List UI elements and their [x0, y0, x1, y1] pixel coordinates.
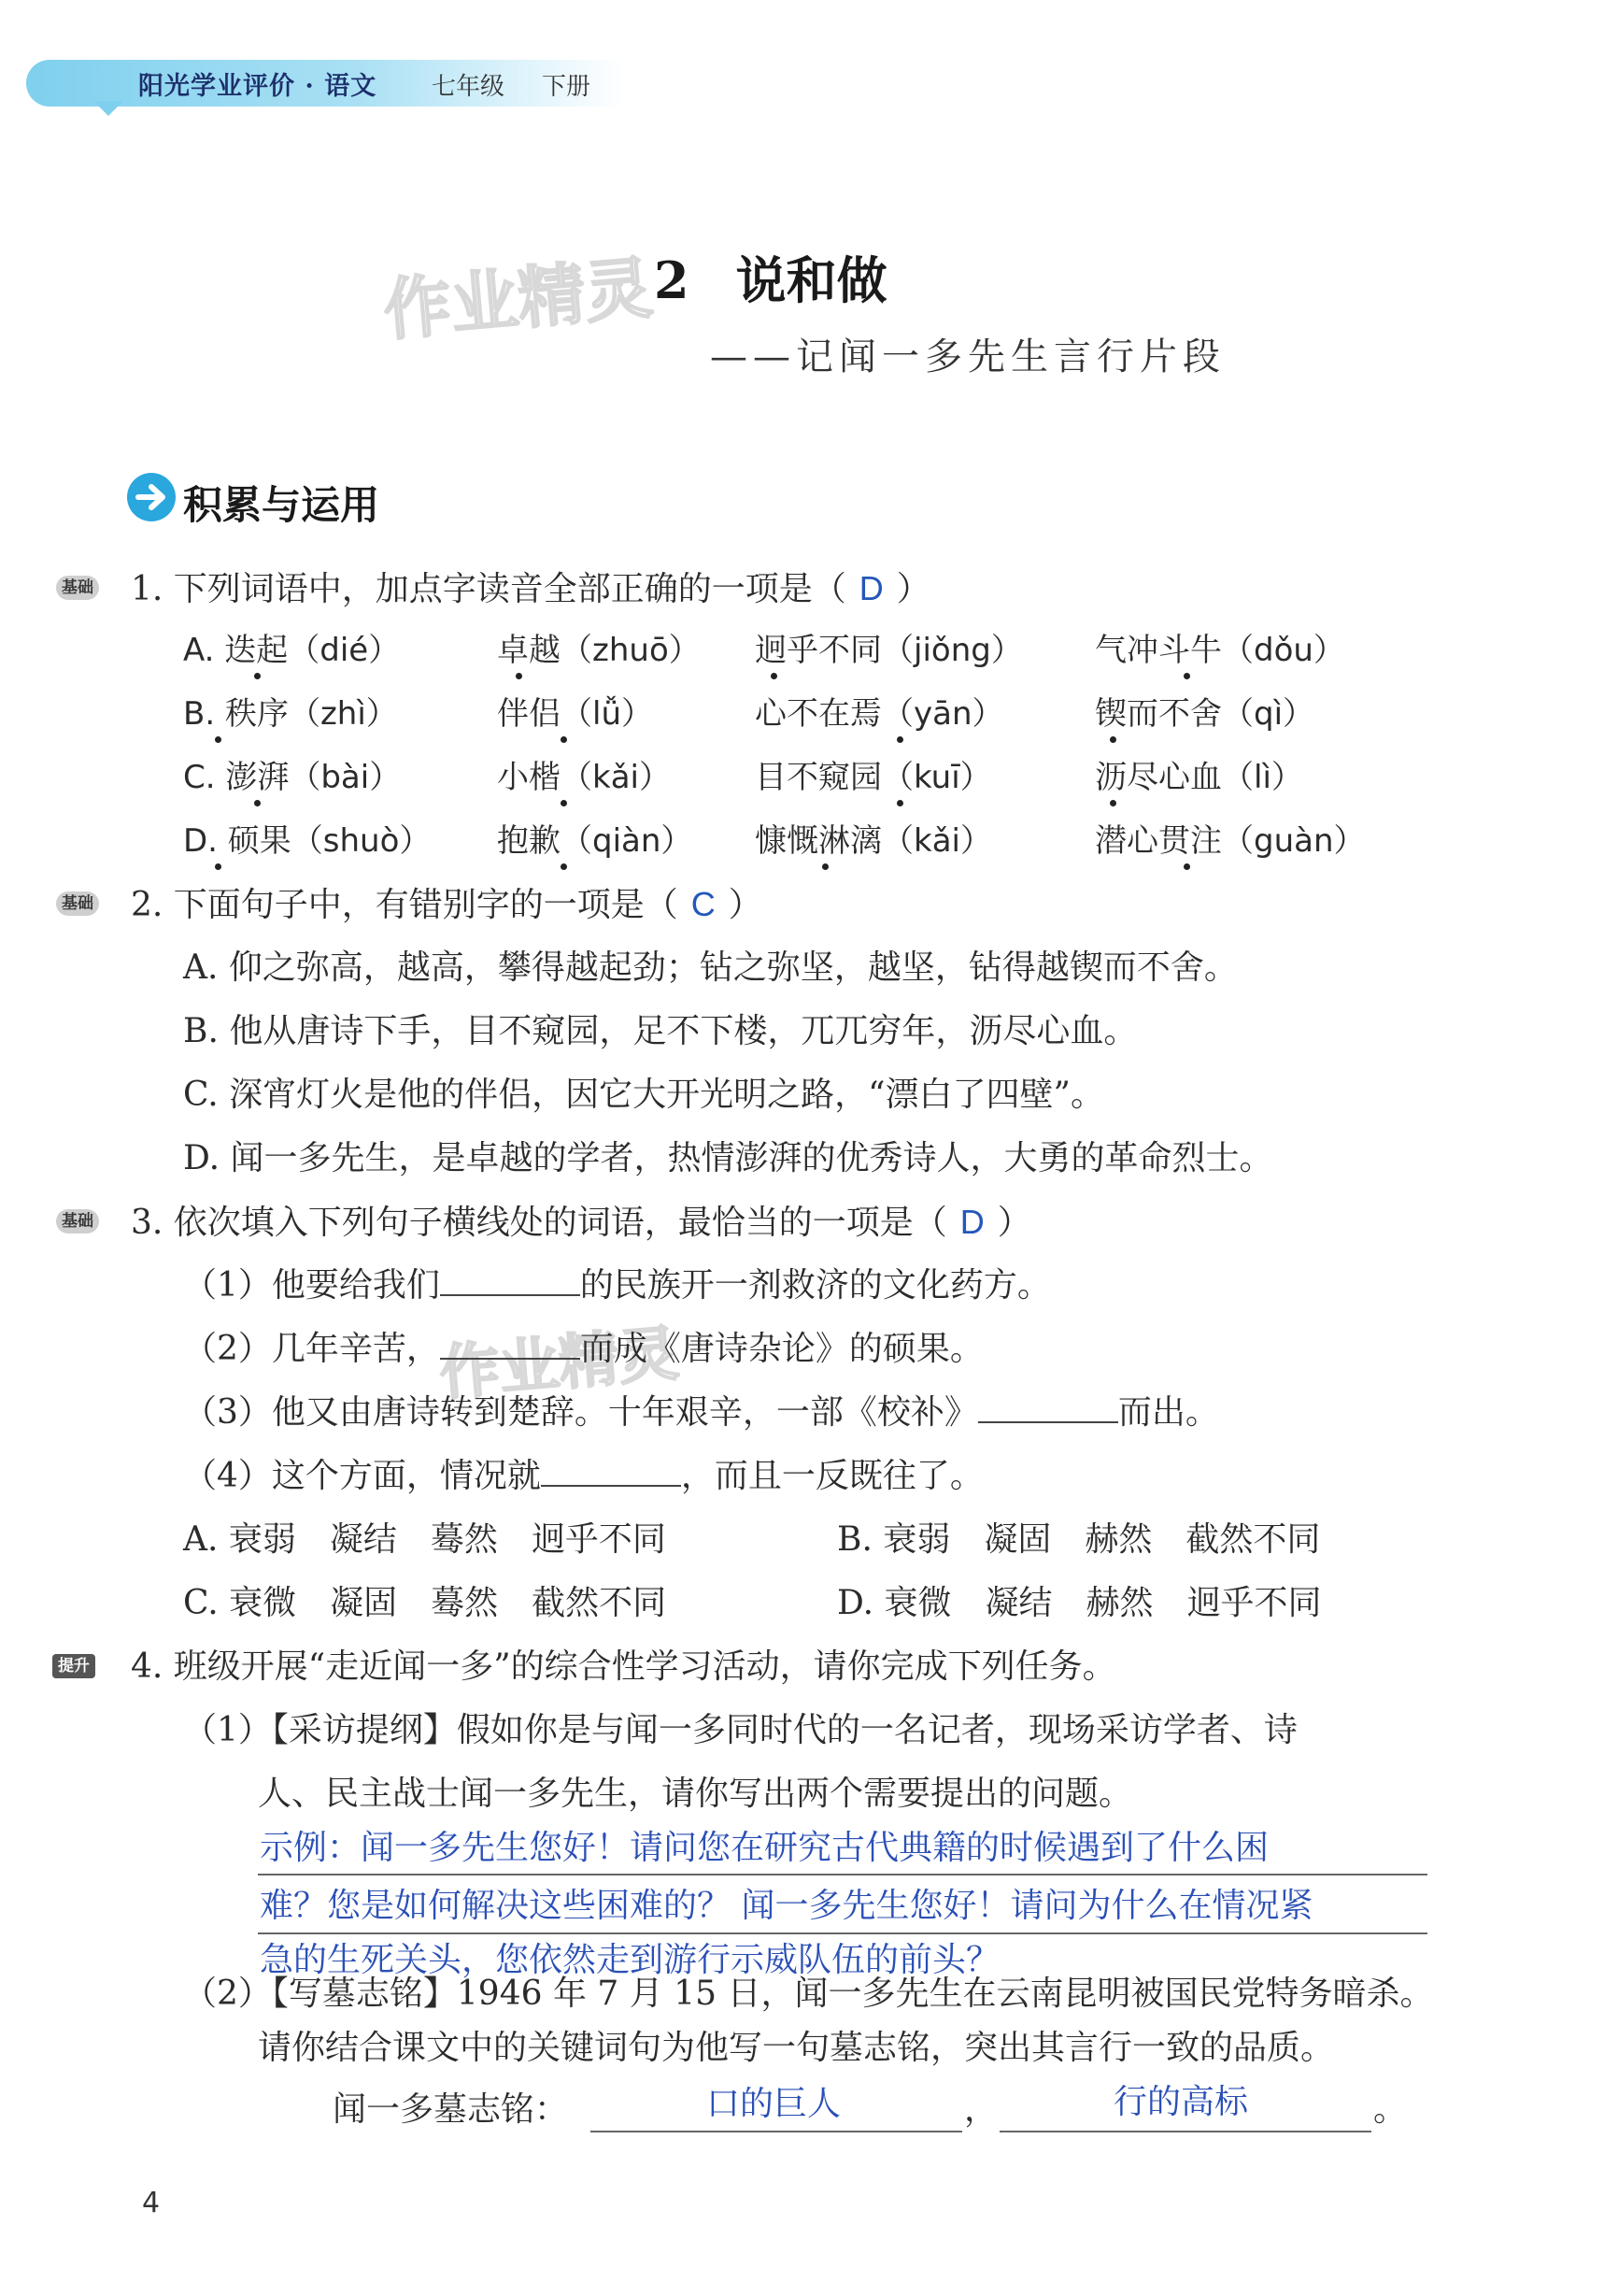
emphasis-dot	[1110, 800, 1116, 806]
epitaph-answer-1: 口的巨人	[706, 2085, 842, 2123]
emphasis-dot	[1110, 736, 1116, 743]
q1-row-b1: B. 秩序（zhì）	[183, 695, 398, 733]
emphasis-dot	[897, 800, 903, 806]
answer-rule	[258, 1932, 1427, 1934]
q1-row-d4: 潜心贯注（guàn）	[1095, 822, 1366, 860]
q3-option-a: A. 衰弱 凝结 蓦然 迥乎不同	[183, 1520, 666, 1559]
header-banner-notch	[93, 101, 123, 116]
tag-basic: 基础	[56, 1209, 99, 1234]
emphasis-dot	[254, 800, 261, 806]
q1-row-a1: A. 迭起（dié）	[183, 632, 401, 669]
q1-row-a3: 迥乎不同（jiǒng）	[755, 632, 1023, 669]
q2-option-a: A. 仰之弥高，越高，攀得越起劲；钻之弥坚，越坚，钻得越锲而不舍。	[183, 948, 1238, 987]
epitaph-comma: ，	[964, 2090, 999, 2129]
grade-label: 七年级	[432, 73, 505, 101]
q1-row-c3: 目不窥园（kuī）	[755, 759, 992, 796]
q2-option-d: D. 闻一多先生，是卓越的学者，热情澎湃的优秀诗人，大勇的革命烈士。	[183, 1139, 1273, 1177]
emphasis-dot	[771, 673, 777, 679]
q1-row-a2: 卓越（zhuō）	[497, 632, 701, 669]
q1-row-b2: 伴侣（lǚ）	[497, 695, 653, 733]
q3-sentence-3: （3）他又由唐诗转到楚辞。十年艰辛，一部《校补》 而出。	[183, 1393, 1219, 1432]
emphasis-dot	[1184, 673, 1190, 679]
emphasis-dot	[254, 673, 261, 679]
q1-row-a4: 气冲斗牛（dǒu）	[1095, 632, 1345, 669]
epitaph-label: 闻一多墓志铭：	[333, 2090, 569, 2129]
volume-label: 下册	[542, 73, 591, 101]
emphasis-dot	[897, 736, 903, 743]
emphasis-dot	[1184, 863, 1190, 870]
epitaph-end: 。	[1373, 2090, 1408, 2129]
q1-row-b3: 心不在焉（yān）	[755, 695, 1004, 733]
emphasis-dot	[516, 673, 522, 679]
emphasis-dot	[215, 863, 221, 870]
emphasis-dot	[822, 863, 829, 870]
q3-answer: D	[959, 1203, 985, 1241]
q1-row-c2: 小楷（kǎi）	[497, 759, 671, 796]
lesson-title	[654, 241, 887, 313]
q1-row-d3: 慷慨淋漓（kǎi）	[755, 822, 992, 860]
q4-part1-line1: （1）【采访提纲】假如你是与闻一多同时代的一名记者，现场采访学者、诗	[183, 1711, 1298, 1749]
lesson-name: 说和做	[735, 250, 887, 310]
q1-row-d1: D. 硕果（shuò）	[183, 822, 432, 860]
lesson-subtitle: ——记闻一多先生言行片段	[710, 335, 1226, 378]
section-title: 积累与运用	[183, 482, 380, 528]
epitaph-blank-2	[1000, 2131, 1371, 2132]
q3-option-c: C. 衰微 凝固 蓦然 截然不同	[183, 1584, 667, 1622]
epitaph-answer-2: 行的高标	[1114, 2083, 1249, 2121]
answer-rule	[258, 1874, 1427, 1875]
emphasis-dot	[561, 736, 567, 743]
emphasis-dot	[561, 800, 567, 806]
q4-answer-line2: 难？您是如何解决这些困难的？ 闻一多先生您好！请问为什么在情况紧	[260, 1887, 1313, 1925]
q2-answer: C	[690, 885, 716, 923]
q4-part2-line1: （2）【写墓志铭】1946 年 7 月 15 日，闻一多先生在云南昆明被国民党特务暗杀。	[183, 1975, 1434, 2013]
tag-basic: 基础	[56, 576, 99, 600]
emphasis-dot	[215, 736, 221, 743]
q1-row-c1: C. 澎湃（bài）	[183, 759, 402, 796]
lesson-number: 2	[654, 250, 689, 310]
q1-answer: D	[859, 569, 884, 607]
q2-stem: 2. 下面句子中，有错别字的一项是（ C ）	[131, 885, 762, 924]
q3-option-d: D. 衰微 凝结 赫然 迥乎不同	[837, 1584, 1322, 1622]
epitaph-blank-1	[590, 2131, 962, 2132]
q3-option-b: B. 衰弱 凝固 赫然 截然不同	[837, 1520, 1321, 1559]
q1-row-d2: 抱歉（qiàn）	[497, 822, 693, 860]
tag-basic: 基础	[56, 891, 99, 916]
q4-answer-line3: 急的生死关头，您依然走到游行示威队伍的前头？	[260, 1941, 1001, 1979]
tag-improve: 提升	[52, 1654, 95, 1678]
q4-part1-line2: 人、民主战士闻一多先生，请你写出两个需要提出的问题。	[258, 1775, 1133, 1813]
q4-stem: 4. 班级开展“走近闻一多”的综合性学习活动，请你完成下列任务。	[131, 1647, 1116, 1686]
q4-part2-line2: 请你结合课文中的关键词句为他写一句墓志铭，突出其言行一致的品质。	[258, 2029, 1335, 2067]
q2-option-b: B. 他从唐诗下手，目不窥园，足不下楼，兀兀穷年，沥尽心血。	[183, 1012, 1138, 1050]
q4-answer-line1: 示例：闻一多先生您好！请问您在研究古代典籍的时候遇到了什么困	[260, 1829, 1270, 1867]
q3-sentence-1: （1）他要给我们 的民族开一剂救济的文化药方。	[183, 1266, 1051, 1305]
q3-sentence-2: （2）几年辛苦， 而成《唐诗杂论》的硕果。	[183, 1330, 984, 1368]
q2-option-c: C. 深宵灯火是他的伴侣，因它大开光明之路，“漂白了四壁”。	[183, 1076, 1104, 1114]
watermark: 作业精灵	[380, 248, 656, 350]
q3-stem: 3. 依次填入下列句子横线处的词语，最恰当的一项是（ D ）	[131, 1203, 1031, 1242]
book-title: 阳光学业评价 · 语文	[138, 72, 377, 101]
watermark: 作业精灵	[436, 1319, 682, 1409]
q1-row-b4: 锲而不舍（qì）	[1095, 695, 1315, 733]
emphasis-dot	[561, 863, 567, 870]
q1-row-c4: 沥尽心血（lì）	[1095, 759, 1303, 796]
q1-stem: 1. 下列词语中，加点字读音全部正确的一项是（ D ）	[131, 569, 930, 608]
arrow-right-icon	[127, 473, 176, 521]
q3-sentence-4: （4）这个方面，情况就 ，而且一反既往了。	[183, 1457, 984, 1495]
page-number: 4	[142, 2187, 161, 2219]
